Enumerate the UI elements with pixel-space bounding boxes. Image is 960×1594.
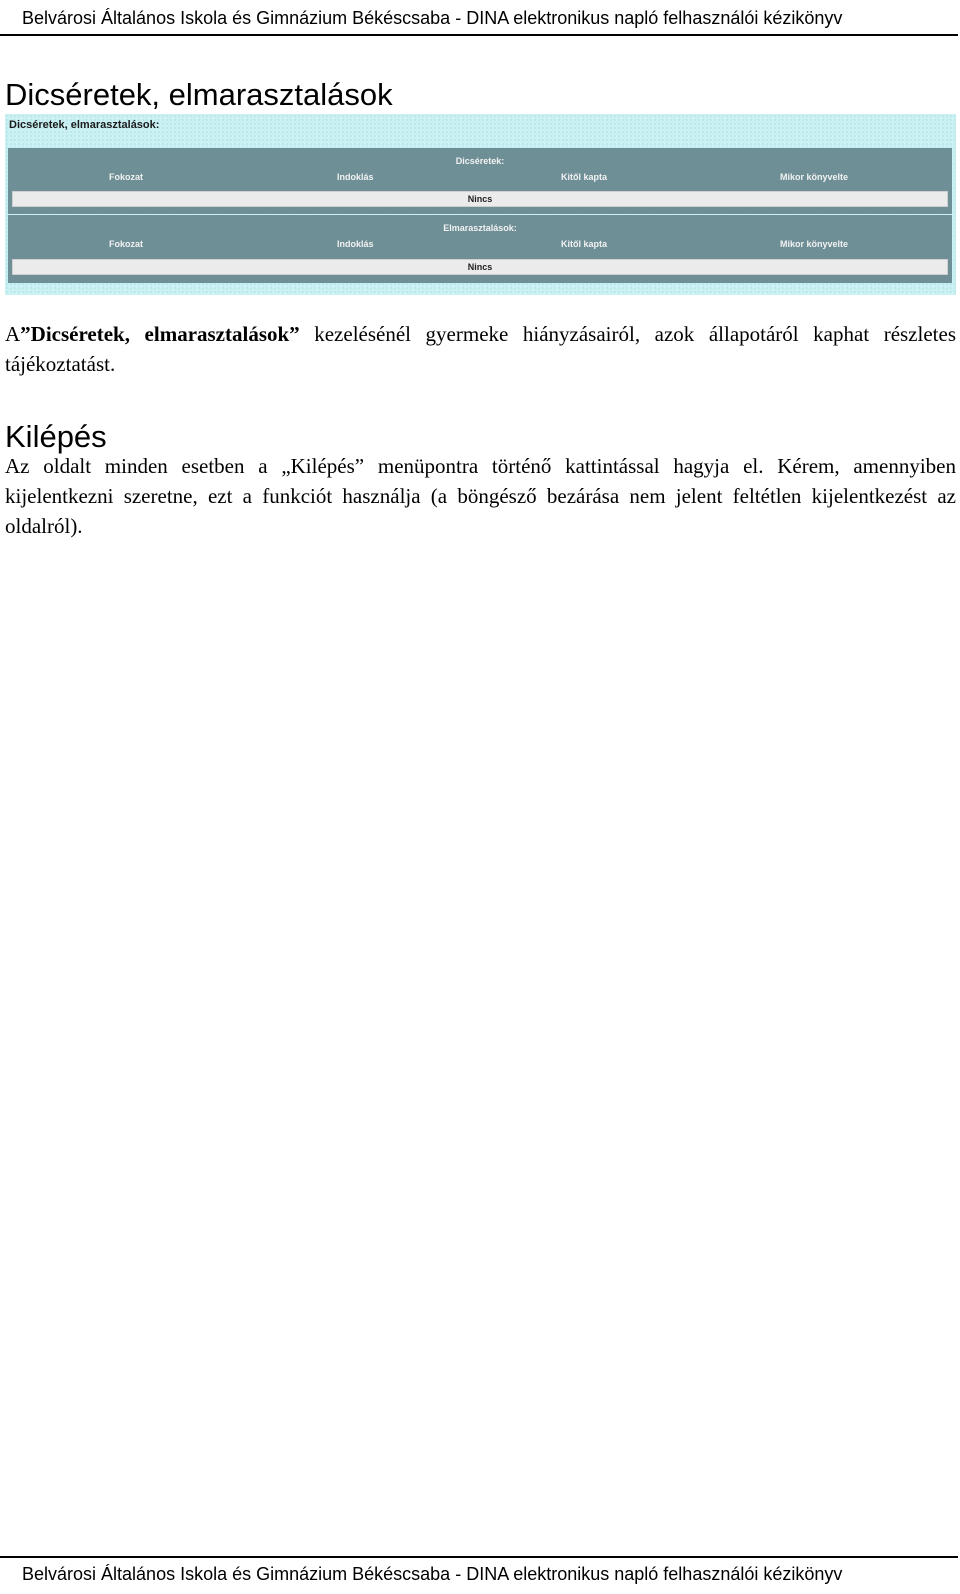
kilepes-paragraph: Az oldalt minden esetben a „Kilépés” menüpontra történő kattintással hagyja el. Kérem, amennyiben kijelentkezni szeretne, ezt a funkciót használja (a böngésző bezárása nem jelent feltétlen kijelentkezést az oldalról).: [5, 454, 956, 538]
elmarasztalasok-table: [8, 215, 952, 283]
page-footer-text: Belvárosi Általános Iskola és Gimnázium Békéscsaba - DINA elektronikus napló felhasználói kézikönyv: [22, 1564, 843, 1584]
paragraph-bold-term: ”Dicséretek, elmarasztalások”: [20, 322, 300, 346]
section-title-dicseretek: Dicséretek, elmarasztalások: [5, 77, 393, 112]
column-header-fokozat: Fokozat: [109, 172, 144, 182]
dicseretek-screenshot: [5, 114, 956, 295]
column-header-fokozat: Fokozat: [109, 239, 144, 249]
column-header-indoklas: Indoklás: [337, 172, 374, 182]
column-header-mikor-konyvelte: Mikor könyvelte: [780, 172, 849, 182]
table-row-empty: Nincs: [12, 259, 948, 275]
page-footer: [0, 1556, 958, 1594]
screenshot-title: Dicséretek, elmarasztalások:: [9, 119, 160, 131]
section-title-kilepes: Kilépés: [5, 419, 107, 454]
dicseretek-table: [8, 148, 952, 214]
paragraph-rest: kezelésénél gyermeke hiányzásairól, azok állapotáról kaphat részletes tájékoztatást.: [5, 322, 956, 376]
table-caption: Elmarasztalások:: [443, 223, 517, 233]
table-row-empty: Nincs: [12, 191, 948, 207]
dicseretek-paragraph: [5, 319, 956, 379]
column-header-indoklas: Indoklás: [337, 239, 374, 249]
table-caption: Dicséretek:: [455, 156, 505, 166]
column-header-mikor-konyvelte: Mikor könyvelte: [780, 239, 849, 249]
paragraph-prefix: A: [5, 322, 21, 346]
column-header-kitol-kapta: Kitől kapta: [561, 172, 608, 182]
column-header-kitol-kapta: Kitől kapta: [561, 239, 608, 249]
page-header: [0, 0, 958, 36]
page-header-text: Belvárosi Általános Iskola és Gimnázium Békéscsaba - DINA elektronikus napló felhasználói kézikönyv: [22, 8, 843, 28]
